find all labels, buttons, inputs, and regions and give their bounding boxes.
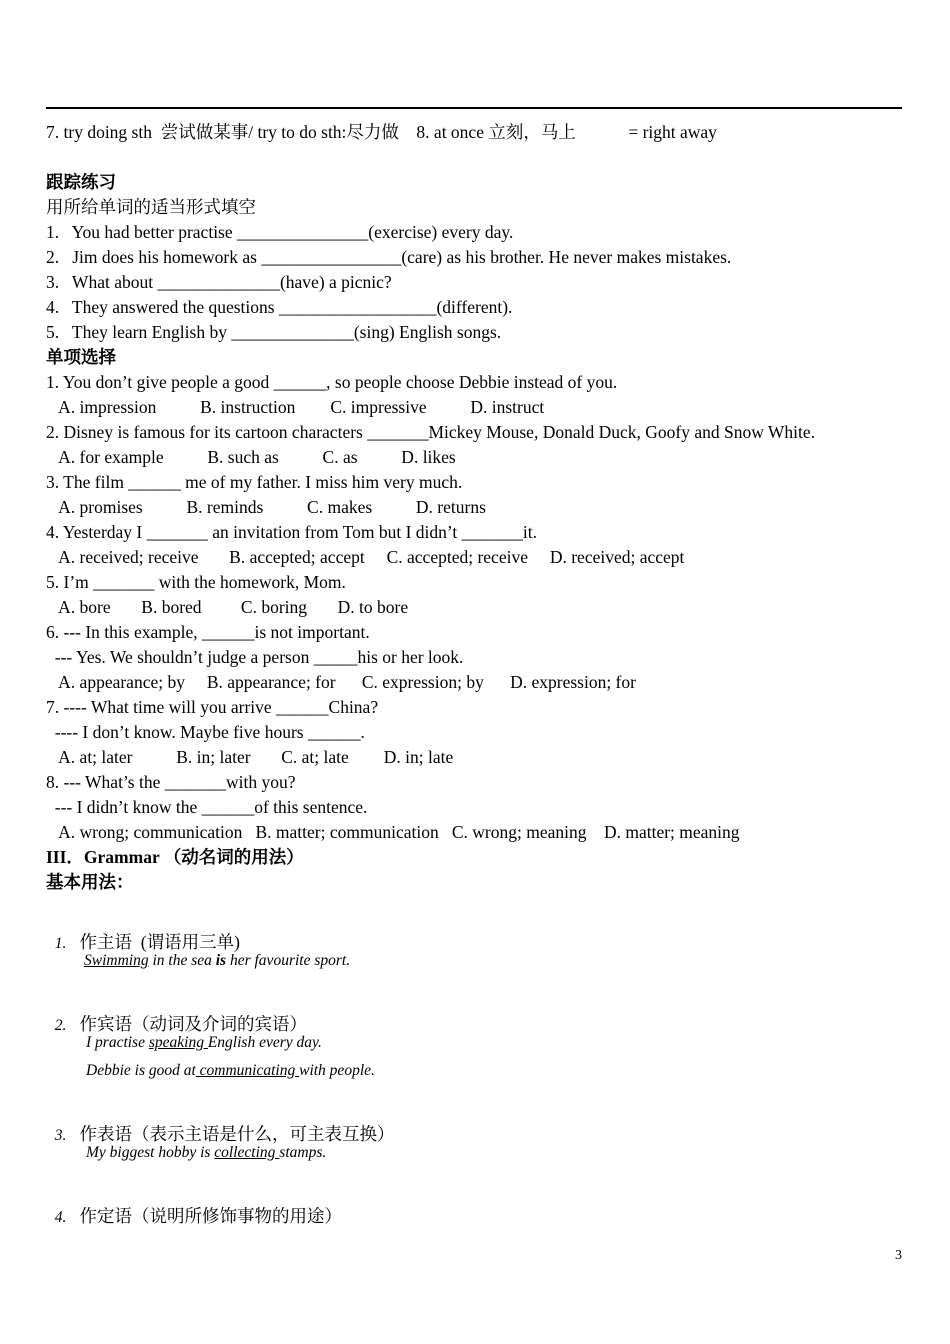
usage-label: 作主语 (谓语用三单)	[79, 932, 240, 952]
usage-number: 4.	[54, 1209, 67, 1226]
mc-line: 7. ---- What time will you arrive ______China?	[46, 697, 379, 717]
mc-line: A. promises B. reminds C. makes D. returns	[46, 497, 486, 517]
page-number: 3	[895, 1248, 902, 1263]
fill-item: 5. They learn English by ______________(sing) English songs.	[46, 322, 502, 342]
mc-line: 4. Yesterday I _______ an invitation from Tom but I didn’t _______it.	[46, 522, 538, 542]
usage-label: 作表语（表示主语是什么，可主表互换）	[79, 1124, 395, 1144]
usage-number: 2.	[54, 1017, 67, 1034]
usage-label: 作定语（说明所修饰事物的用途）	[79, 1206, 342, 1226]
mc-line: 3. The film ______ me of my father. I miss him very much.	[46, 472, 463, 492]
mc-line: --- Yes. We shouldn’t judge a person _____his or her look.	[46, 647, 464, 667]
usage-number: 1.	[54, 935, 67, 952]
fill-item: 2. Jim does his homework as ________________(care) as his brother. He never makes mistakes.	[46, 247, 732, 267]
mc-line: 2. Disney is famous for its cartoon characters _______Mickey Mouse, Donald Duck, Goofy and Snow White.	[46, 422, 816, 442]
mc-line: 1. You don’t give people a good ______, so people choose Debbie instead of you.	[46, 372, 618, 392]
fill-instruction: 用所给单词的适当形式填空	[46, 197, 256, 217]
usage-item	[46, 991, 307, 1037]
example-sentence: Debbie is good at communicating with people.	[86, 1062, 375, 1079]
mc-line: A. received; receive B. accepted; accept C. accepted; receive D. received; accept	[46, 547, 685, 567]
mc-line: A. at; later B. in; later C. at; late D. in; late	[46, 747, 454, 767]
mc-line: A. for example B. such as C. as D. likes	[46, 447, 456, 467]
grammar-subtitle: 基本用法：	[46, 872, 134, 892]
mc-line: 6. --- In this example, ______is not important.	[46, 622, 370, 642]
mc-heading: 单项选择	[46, 347, 116, 367]
header-rule	[46, 107, 902, 109]
example-sentence: I practise speaking English every day.	[86, 1034, 322, 1051]
fill-item: 4. They answered the questions __________________(different).	[46, 297, 513, 317]
usage-label: 作宾语（动词及介词的宾语）	[79, 1014, 307, 1034]
usage-number: 3.	[54, 1127, 67, 1144]
mc-line: A. appearance; by B. appearance; for C. expression; by D. expression; for	[46, 672, 636, 692]
usage-item	[46, 909, 240, 955]
mc-line: A. impression B. instruction C. impressive D. instruct	[46, 397, 545, 417]
fill-item: 1. You had better practise _______________(exercise) every day.	[46, 222, 514, 242]
mc-line: --- I didn’t know the ______of this sentence.	[46, 797, 368, 817]
fill-item: 3. What about ______________(have) a picnic?	[46, 272, 392, 292]
example-sentence: Swimming in the sea is her favourite sport.	[84, 952, 351, 969]
usage-item	[46, 1101, 395, 1147]
mc-line: A. bore B. bored C. boring D. to bore	[46, 597, 409, 617]
mc-line: ---- I don’t know. Maybe five hours ______.	[46, 722, 365, 742]
vocab-line: 7. try doing sth 尝试做某事/ try to do sth:尽力做 8. at once 立刻，马上 = right away	[46, 122, 717, 142]
example-sentence: My biggest hobby is collecting stamps.	[86, 1144, 327, 1161]
mc-line: 8. --- What’s the _______with you?	[46, 772, 296, 792]
mc-line: 5. I’m _______ with the homework, Mom.	[46, 572, 346, 592]
practice-heading: 跟踪练习	[46, 172, 116, 192]
mc-line: A. wrong; communication B. matter; communication C. wrong; meaning D. matter; meaning	[46, 822, 740, 842]
usage-item	[46, 1183, 342, 1229]
grammar-title: III．Grammar （动名词的用法）	[46, 847, 304, 867]
